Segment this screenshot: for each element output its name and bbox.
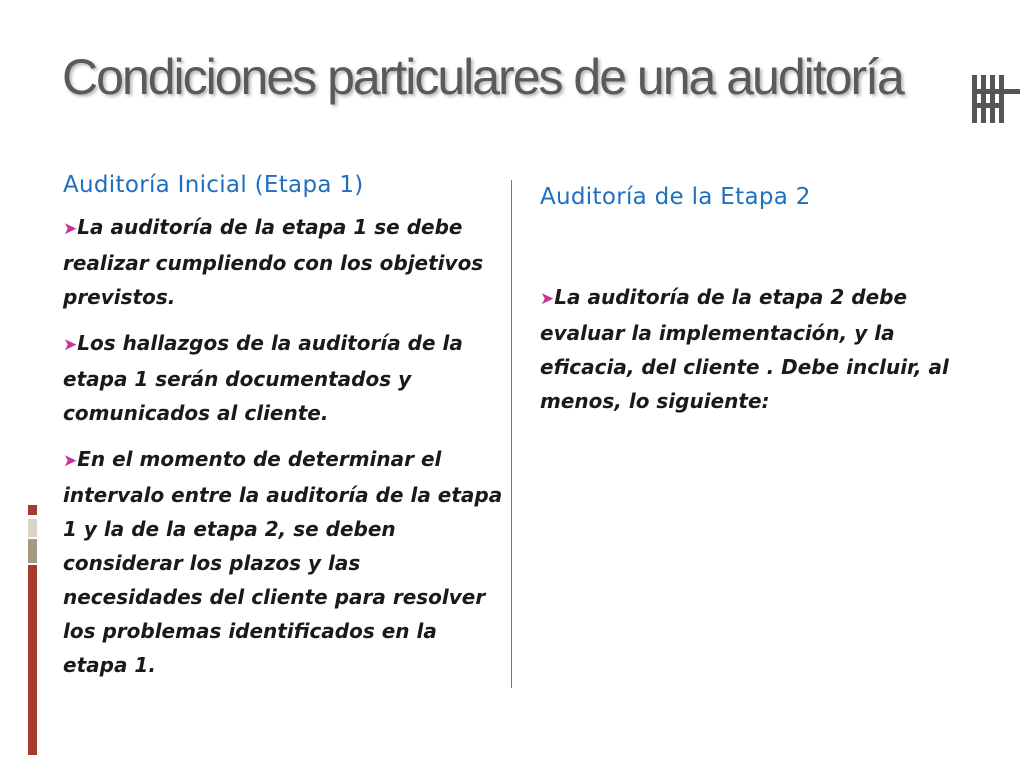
left-column xyxy=(63,172,503,694)
list-item xyxy=(540,280,980,418)
bullet-text: En el momento de determinar el intervalo entre la auditoría de la etapa 1 y la de la etapa 2, se deben considerar los plazos y las necesidades del cliente para resolver los problemas identificados en la etapa 1. xyxy=(63,447,503,677)
list-item xyxy=(63,442,503,682)
decorative-stripes-top-right xyxy=(972,75,1020,123)
bullet-text: La auditoría de la etapa 1 se debe realizar cumpliendo con los objetivos previstos. xyxy=(63,215,484,309)
right-column xyxy=(540,184,980,430)
right-column-heading: Auditoría de la Etapa 2 xyxy=(540,184,811,210)
bullet-text: La auditoría de la etapa 2 debe evaluar la implementación, y la eficacia, del cliente . Debe incluir, al menos, lo siguiente: xyxy=(540,285,949,413)
list-item xyxy=(63,210,503,314)
slide-title: Condiciones particulares de una auditoría xyxy=(62,49,903,105)
left-column-heading: Auditoría Inicial (Etapa 1) xyxy=(63,172,364,198)
decorative-stripes-bottom-left xyxy=(28,505,40,755)
arrow-bullet-icon: ➤ xyxy=(63,219,78,239)
list-item xyxy=(63,326,503,430)
arrow-bullet-icon: ➤ xyxy=(63,451,78,471)
bullet-text: Los hallazgos de la auditoría de la etapa 1 serán documentados y comunicados al cliente. xyxy=(63,331,463,425)
arrow-bullet-icon: ➤ xyxy=(63,335,78,355)
arrow-bullet-icon: ➤ xyxy=(540,289,555,309)
column-divider xyxy=(511,180,512,688)
